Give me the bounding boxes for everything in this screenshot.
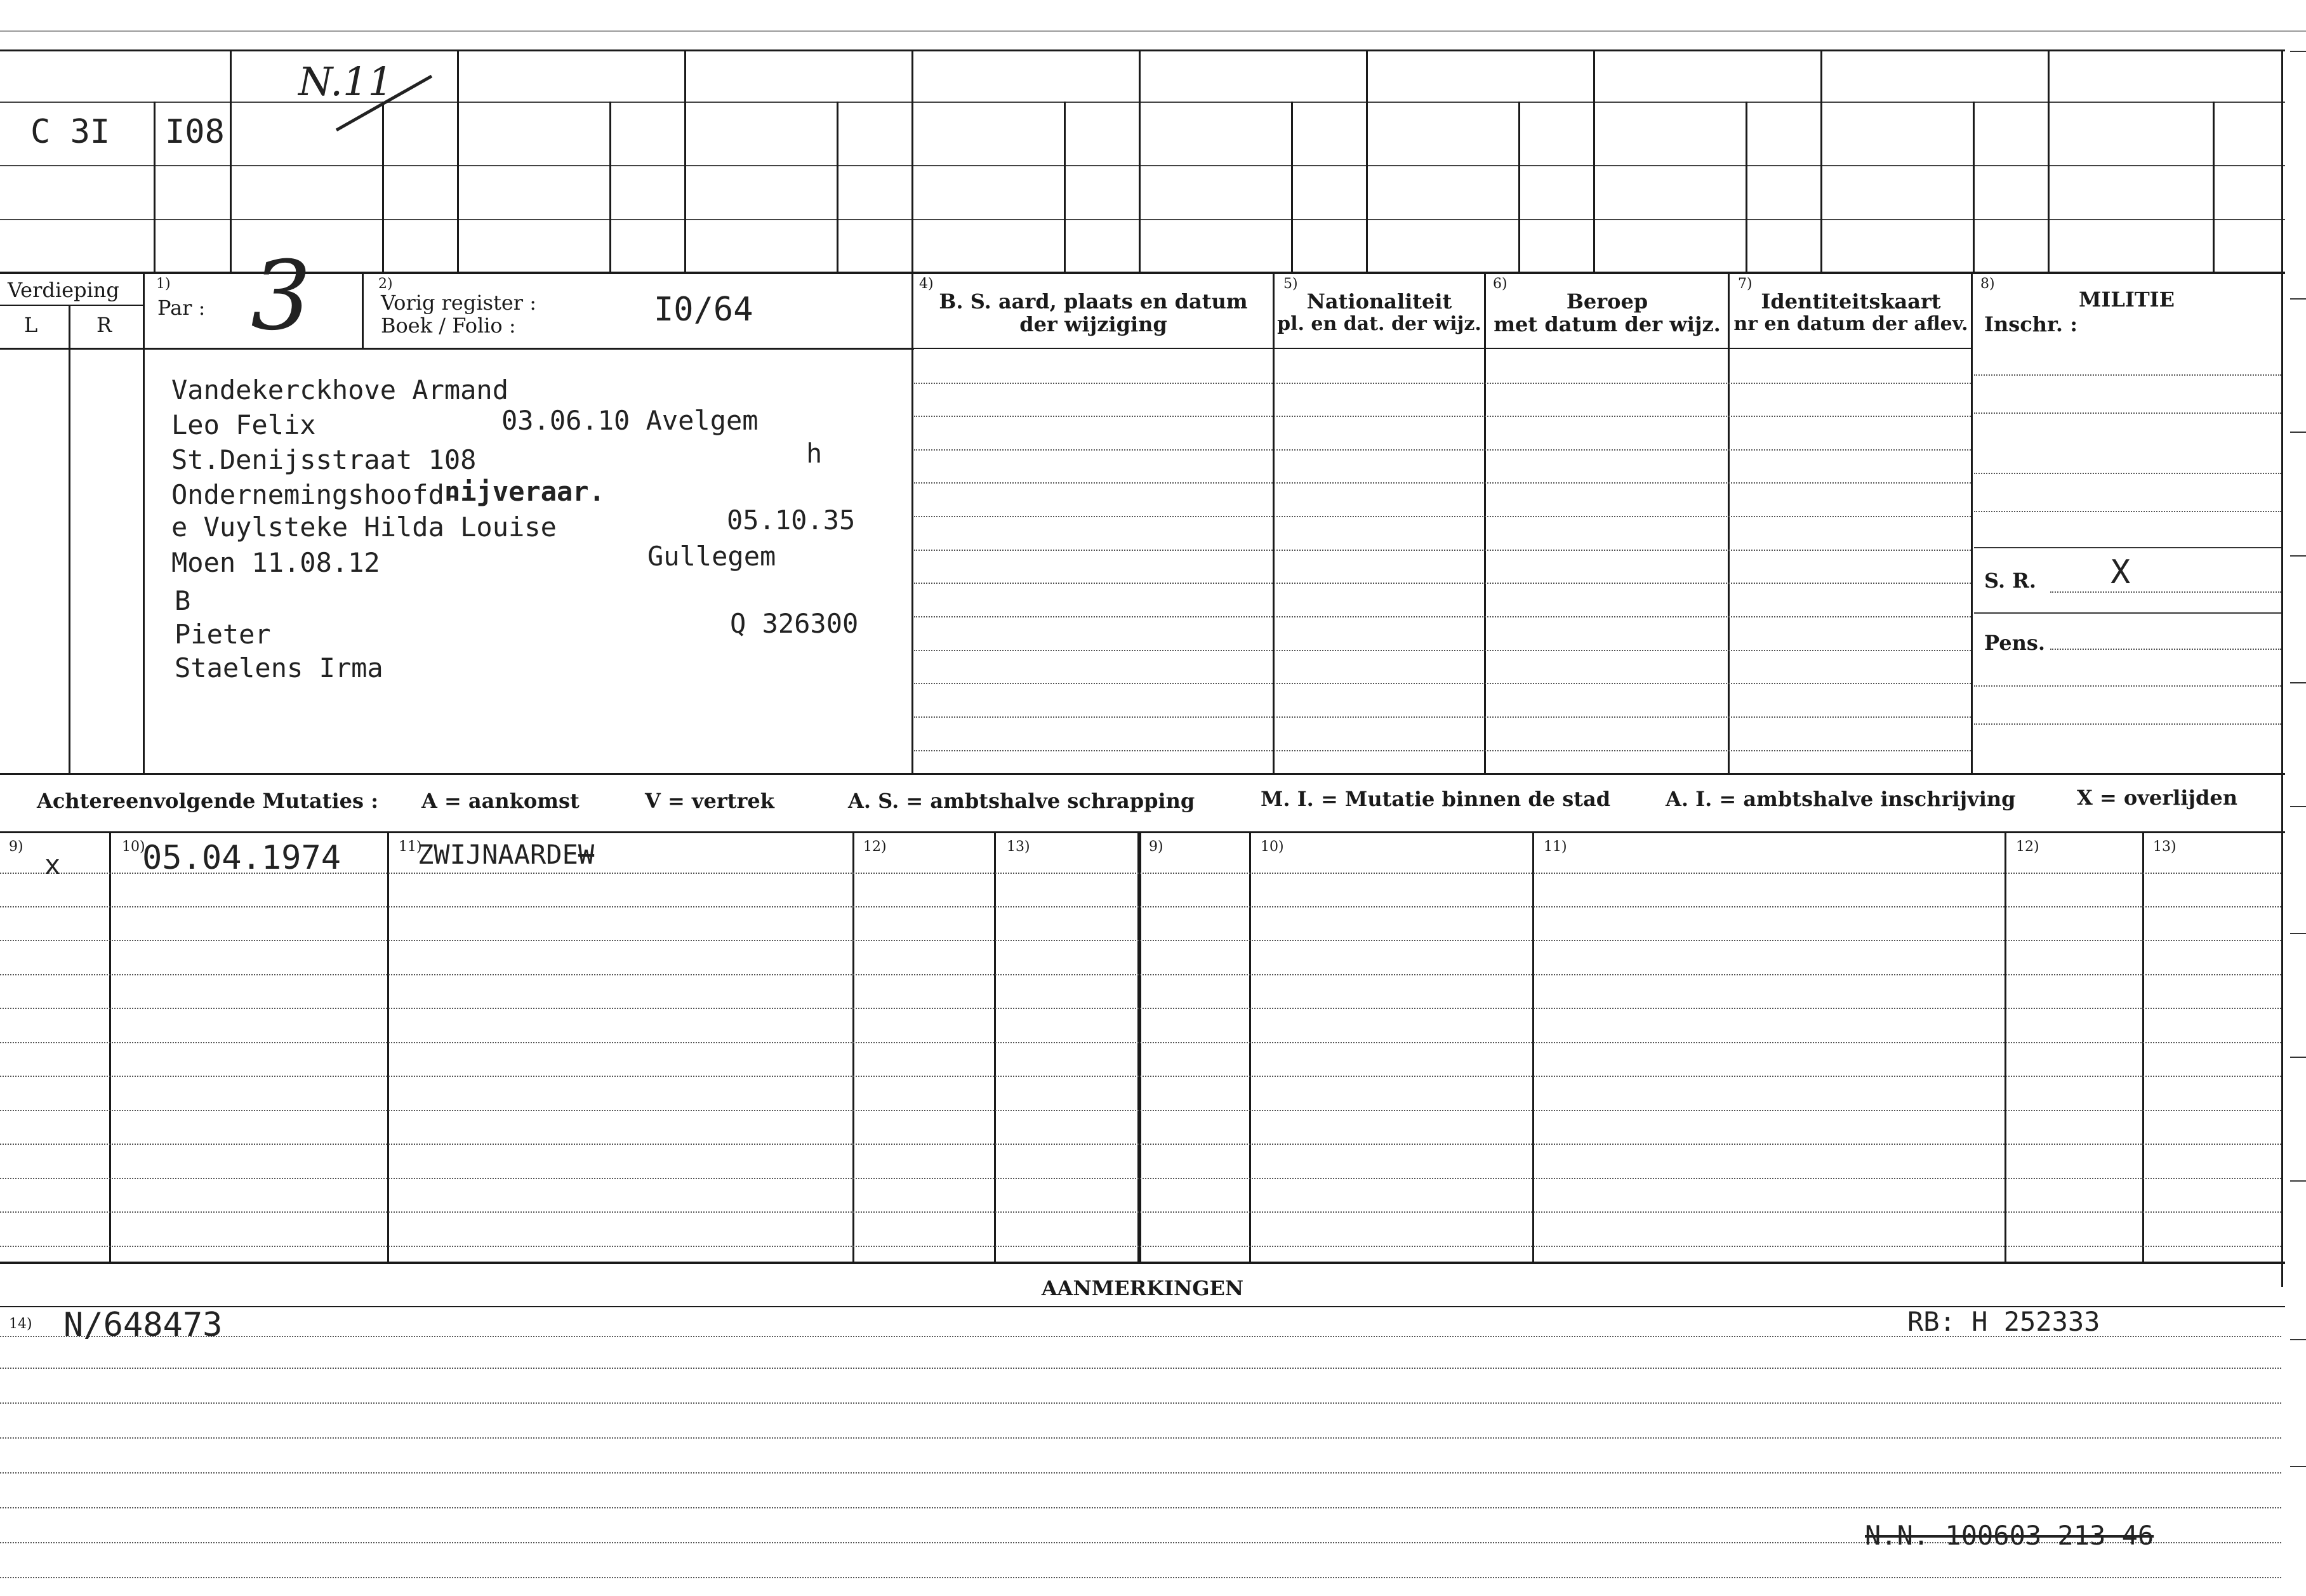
bs-number: 4) [919,276,934,292]
mutation-place-struck: W [578,839,595,870]
nat-label-1: Nationaliteit [1306,289,1452,313]
legend-a: A = aankomst [421,789,580,813]
legend-ai: A. I. = ambtshalve inschrijving [1666,787,2016,811]
record-number: I08 [165,113,225,151]
beroep-number: 6) [1493,276,1508,292]
mut-col-13b: 13) [2153,839,2177,855]
mut-col-12: 12) [863,839,887,855]
beroep-label-2: met datum der wijz. [1494,312,1721,336]
vorig-number: 2) [378,276,393,292]
handwritten-mark: N.11 [298,58,393,105]
remarks-title: AANMERKINGEN [1041,1276,1244,1300]
mutation-date: 05.04.1974 [142,839,341,877]
person-spouse: e Vuylsteke Hilda Louise [171,511,557,543]
mutation-place: ZWIJNAARDEW [418,839,595,870]
beroep-label-1: Beroep [1566,289,1648,313]
person-father: Pieter [175,619,271,650]
vorig-value: I0/64 [654,291,753,329]
person-birth: 03.06.10 Avelgem [501,405,759,436]
person-mother: Staelens Irma [175,652,383,683]
boek-folio-label: Boek / Folio : [381,313,516,338]
vorig-register-label: Vorig register : [381,291,537,315]
handwritten-stroke-icon [330,70,438,133]
mut-col-10b: 10) [1261,839,1284,855]
legend-as: A. S. = ambtshalve schrapping [848,789,1195,813]
mutations-title: Achtereenvolgende Mutaties : [37,789,378,813]
person-mark-h: h [806,438,823,469]
nat-label-2: pl. en dat. der wijz. [1277,313,1481,335]
mut-col-11: 11) [399,839,422,855]
person-line-7: B [175,585,191,616]
bs-label-2: der wijziging [1019,312,1167,336]
pens-label: Pens. [1984,631,2045,655]
id-label-1: Identiteitskaart [1761,289,1941,313]
person-occupation-a: Ondernemingshoofd- [171,479,461,510]
record-code: C 3I [30,113,110,151]
id-label-2: nr en datum der aflev. [1733,313,1968,335]
sr-label: S. R. [1984,569,2036,593]
mut-col-9b: 9) [1149,839,1163,855]
nn-number: N.N. 100603 213 46 [1865,1520,2154,1551]
id-number: 7) [1738,276,1753,292]
mut-col-10: 10) [122,839,145,855]
person-line-1: Vandekerckhove Armand [171,374,509,406]
mut-col-12b: 12) [2016,839,2039,855]
col-l-label: L [24,313,38,337]
bs-label-1: B. S. aard, plaats en datum [939,289,1248,313]
remarks-number: 14) [9,1316,32,1332]
person-first-names: Leo Felix [171,409,316,440]
mut-col-11b: 11) [1544,839,1567,855]
verdieping-label: Verdieping [8,278,119,302]
par-number: 1) [156,276,171,292]
militie-label: MILITIE [2079,287,2175,312]
col-r-label: R [96,313,112,337]
person-spouse-place: Gullegem [647,541,776,572]
person-marriage-date: 05.10.35 [727,505,856,536]
inschr-label: Inschr. : [1984,312,2078,336]
rb-number: RB: H 252333 [1907,1306,2100,1337]
remarks-value: N/648473 [63,1306,223,1344]
person-address: St.Denijsstraat 108 [171,444,477,475]
mutation-type: x [44,849,61,880]
nat-number: 5) [1283,276,1298,292]
mut-col-13: 13) [1007,839,1030,855]
par-label: Par : [157,296,206,320]
person-spouse-birth: Moen 11.08.12 [171,547,380,578]
legend-v: V = vertrek [645,789,774,813]
person-code: Q 326300 [730,608,859,639]
legend-mi: M. I. = Mutatie binnen de stad [1261,787,1611,811]
militie-number: 8) [1980,276,1995,292]
mut-col-9: 9) [9,839,23,855]
legend-x: X = overlijden [2077,786,2237,810]
par-value: 3 [251,241,312,352]
sr-value: X [2111,553,2131,591]
person-occupation-b: nijveraar. [444,476,605,507]
